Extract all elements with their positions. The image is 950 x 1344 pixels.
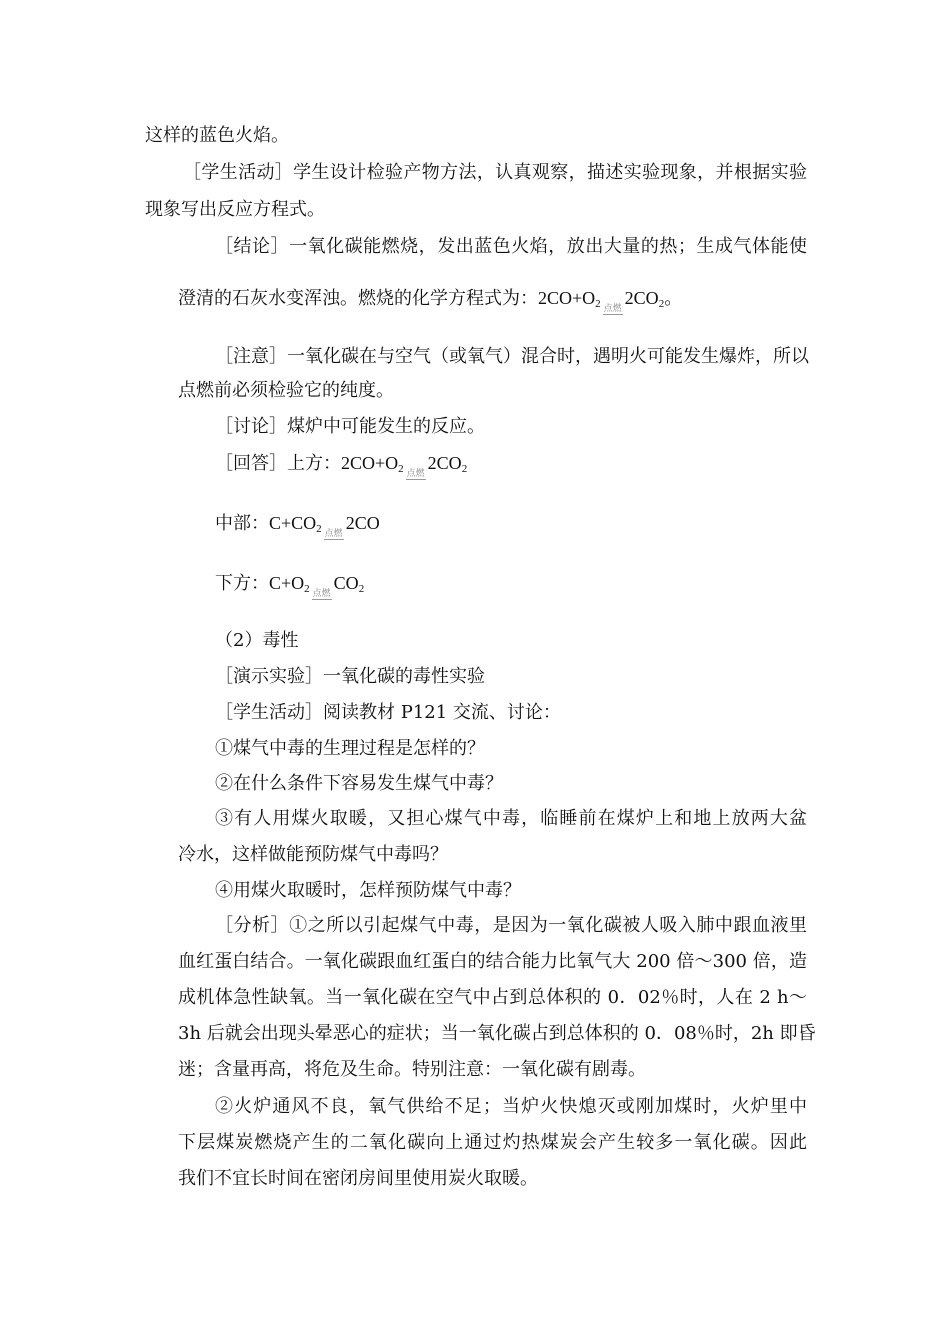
text-line: ［分析］①之所以引起煤气中毒，是因为一氧化碳被人吸入肺中跟血液里	[215, 915, 807, 936]
list-item: ④用煤火取暖时，怎样预防煤气中毒？	[215, 880, 521, 901]
text-line: 现象写出反应方程式。	[145, 199, 325, 220]
text-fragment: ［回答］上方：	[215, 453, 341, 474]
text-line: 下层煤炭燃烧产生的二氧化碳向上通过灼热煤炭会产生较多一氧化碳。因此	[178, 1132, 807, 1153]
text-line: ②火炉通风不良，氧气供给不足；当炉火快熄灭或刚加煤时，火炉里中	[215, 1096, 807, 1117]
text-line: ［讨论］煤炉中可能发生的反应。	[215, 416, 485, 437]
text-line: 成机体急性缺氧。当一氧化碳在空气中占到总体积的 0．02％时，人在 2 h～	[178, 987, 807, 1008]
equation-top: $2CO+O_2$ 点燃$2CO_2$	[341, 453, 468, 479]
list-item: ③有人用煤火取暖，又担心煤气中毒，临睡前在煤炉上和地上放两大盆	[215, 808, 807, 829]
equation-middle: $C+CO_2$ 点燃2CO	[269, 513, 380, 539]
equation-bottom: $C+O_2$ 点燃$CO_2$	[269, 573, 365, 599]
text-line: ［演示实验］一氧化碳的毒性实验	[215, 666, 485, 687]
text-line	[215, 572, 364, 600]
equation-combustion: $2CO+O_2$ 点燃$2CO_2$。	[538, 288, 683, 314]
text-fragment: 下方：	[215, 573, 269, 594]
text-line: ［注意］一氧化碳在与空气（或氧气）混合时，遇明火可能发生爆炸，所以	[215, 346, 809, 367]
text-line	[215, 452, 467, 480]
text-line	[178, 287, 682, 315]
list-item: ①煤气中毒的生理过程是怎样的？	[215, 738, 485, 759]
text-line: ［学生活动］阅读教材 P121 交流、讨论：	[215, 702, 561, 723]
text-fragment: 中部：	[215, 513, 269, 534]
reaction-condition: 点燃	[312, 589, 331, 599]
text-line: 这样的蓝色火焰。	[145, 125, 289, 146]
reaction-condition: 点燃	[406, 469, 425, 479]
text-line	[215, 512, 380, 540]
section-heading: （2）毒性	[215, 630, 299, 651]
text-line: ［学生活动］学生设计检验产物方法，认真观察，描述实验现象，并根据实验	[183, 162, 807, 183]
text-line: 血红蛋白结合。一氧化碳跟血红蛋白的结合能力比氧气大 200 倍～300 倍，造	[178, 951, 807, 972]
text-line: 点燃前必须检验它的纯度。	[178, 380, 394, 401]
list-item: ②在什么条件下容易发生煤气中毒？	[215, 773, 503, 794]
text-line: ［结论］一氧化碳能燃烧，发出蓝色火焰，放出大量的热；生成气体能使	[215, 236, 807, 257]
text-line: 冷水，这样做能预防煤气中毒吗？	[178, 844, 448, 865]
text-fragment: 澄清的石灰水变浑浊。燃烧的化学方程式为：	[178, 288, 538, 309]
reaction-condition: 点燃	[324, 529, 343, 539]
text-line: 我们不宜长时间在密闭房间里使用炭火取暖。	[178, 1168, 538, 1189]
text-line: 3h 后就会出现头晕恶心的症状；当一氧化碳占到总体积的 0．08％时，2h 即昏	[178, 1023, 816, 1044]
text-line: 迷；含量再高，将危及生命。特别注意：一氧化碳有剧毒。	[178, 1059, 646, 1080]
reaction-condition: 点燃	[603, 304, 622, 314]
